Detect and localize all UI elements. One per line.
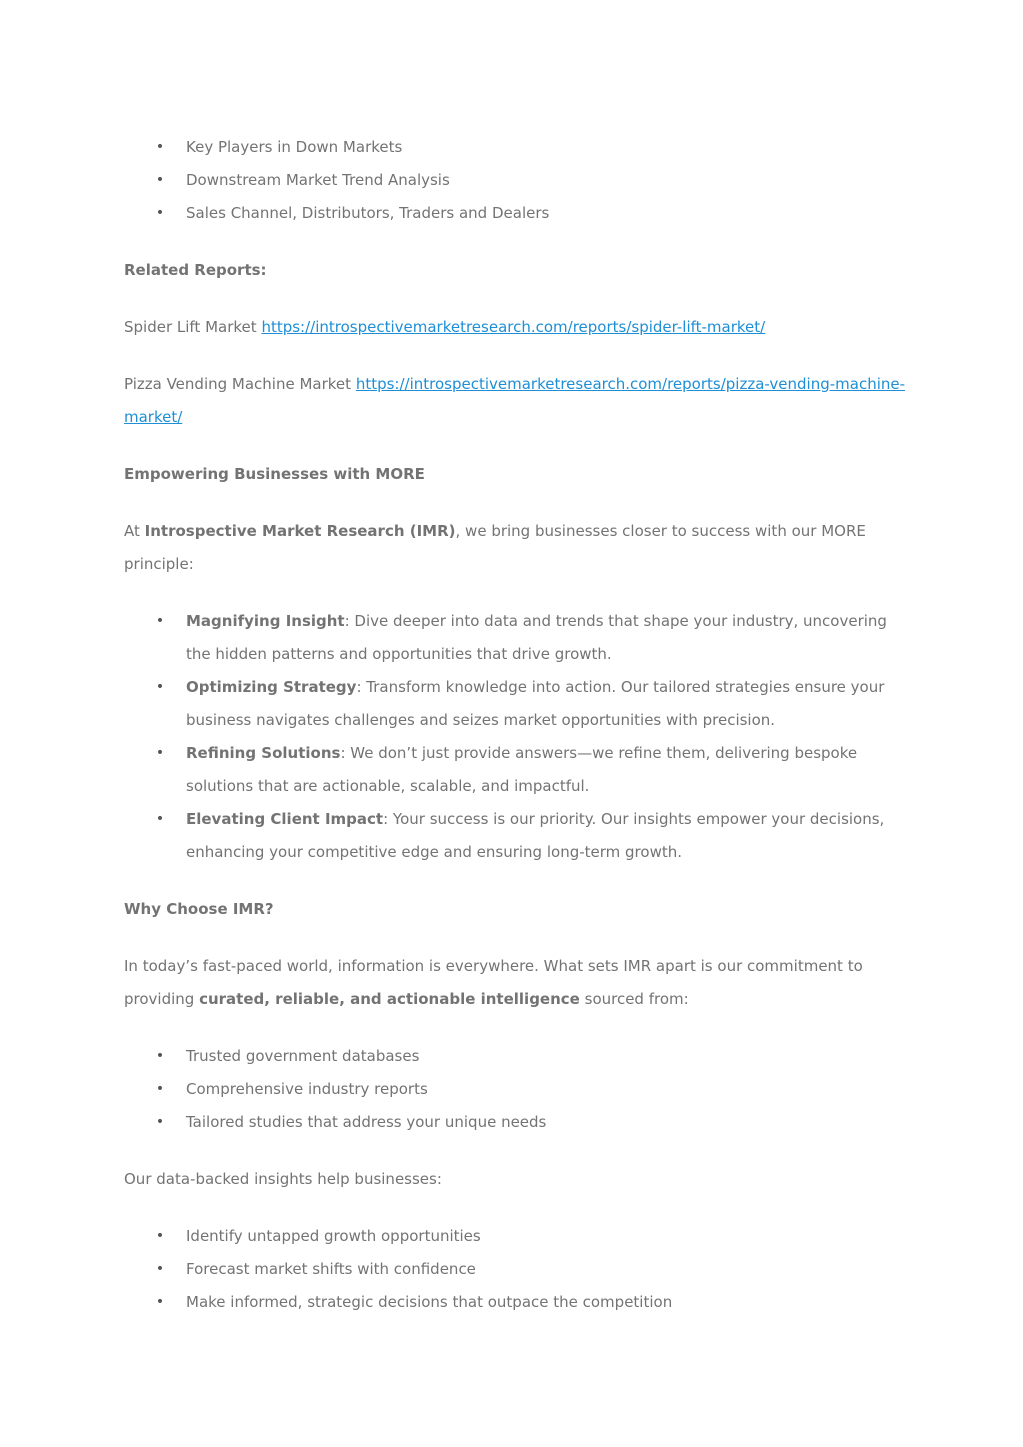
bullet-icon: •: [155, 1048, 165, 1064]
bullet-icon: •: [155, 1261, 165, 1277]
why-choose-paragraph: In today’s fast-paced world, information is everywhere. What sets IMR apart is our commitment to providing curated, reliable, and actionable intelligence sourced from:: [124, 957, 863, 1008]
list-item: • Tailored studies that address your unique needs: [124, 1106, 914, 1139]
top-bullet-list: [124, 131, 914, 230]
related-report-pizza-vending: Pizza Vending Machine Market https://introspectivemarketresearch.com/reports/pizza-vending-machine-market/: [124, 375, 906, 426]
document-page: [124, 131, 914, 1319]
more-principle-list: [124, 605, 914, 869]
related-report-spider-lift: Spider Lift Market https://introspectivemarketresearch.com/reports/spider-lift-market/: [124, 318, 766, 336]
spider-lift-report-link[interactable]: https://introspectivemarketresearch.com/reports/spider-lift-market/: [261, 318, 766, 336]
bullet-icon: •: [155, 205, 165, 221]
benefits-list: [124, 1220, 914, 1319]
bullet-icon: •: [155, 1081, 165, 1097]
list-item: • Identify untapped growth opportunities: [124, 1220, 914, 1253]
bullet-icon: •: [155, 1114, 165, 1130]
bullet-icon: •: [155, 172, 165, 188]
help-text: Our data-backed insights help businesses:: [124, 1170, 442, 1188]
list-item: • Key Players in Down Markets: [124, 131, 914, 164]
list-item: • Optimizing Strategy: Transform knowledge into action. Our tailored strategies ensure your business navigates challenges and seizes market opportunities with precision.: [124, 671, 914, 737]
why-choose-heading: Why Choose IMR?: [124, 900, 274, 918]
empowering-intro: At Introspective Market Research (IMR), we bring businesses closer to success with our MORE principle:: [124, 522, 866, 573]
list-item: • Magnifying Insight: Dive deeper into data and trends that shape your industry, uncovering the hidden patterns and opportunities that drive growth.: [124, 605, 914, 671]
list-item: • Trusted government databases: [124, 1040, 914, 1073]
list-item: • Elevating Client Impact: Your success is our priority. Our insights empower your decisions, enhancing your competitive edge and ensuring long-term growth.: [124, 803, 914, 869]
list-item: • Comprehensive industry reports: [124, 1073, 914, 1106]
bullet-icon: •: [155, 679, 165, 695]
pizza-vending-report-link[interactable]: https://introspectivemarketresearch.com/reports/pizza-vending-machine-market/: [124, 375, 906, 426]
list-item: • Sales Channel, Distributors, Traders and Dealers: [124, 197, 914, 230]
list-item: • Refining Solutions: We don’t just provide answers—we refine them, delivering bespoke solutions that are actionable, scalable, and impactful.: [124, 737, 914, 803]
list-item: • Forecast market shifts with confidence: [124, 1253, 914, 1286]
bullet-icon: •: [155, 1228, 165, 1244]
empowering-heading: Empowering Businesses with MORE: [124, 465, 425, 483]
bullet-icon: •: [155, 811, 165, 827]
bullet-icon: •: [155, 745, 165, 761]
bullet-icon: •: [155, 139, 165, 155]
list-item: • Downstream Market Trend Analysis: [124, 164, 914, 197]
list-item: • Make informed, strategic decisions that outpace the competition: [124, 1286, 914, 1319]
bullet-icon: •: [155, 613, 165, 629]
sources-list: [124, 1040, 914, 1139]
bullet-icon: •: [155, 1294, 165, 1310]
related-reports-heading: Related Reports:: [124, 261, 267, 279]
